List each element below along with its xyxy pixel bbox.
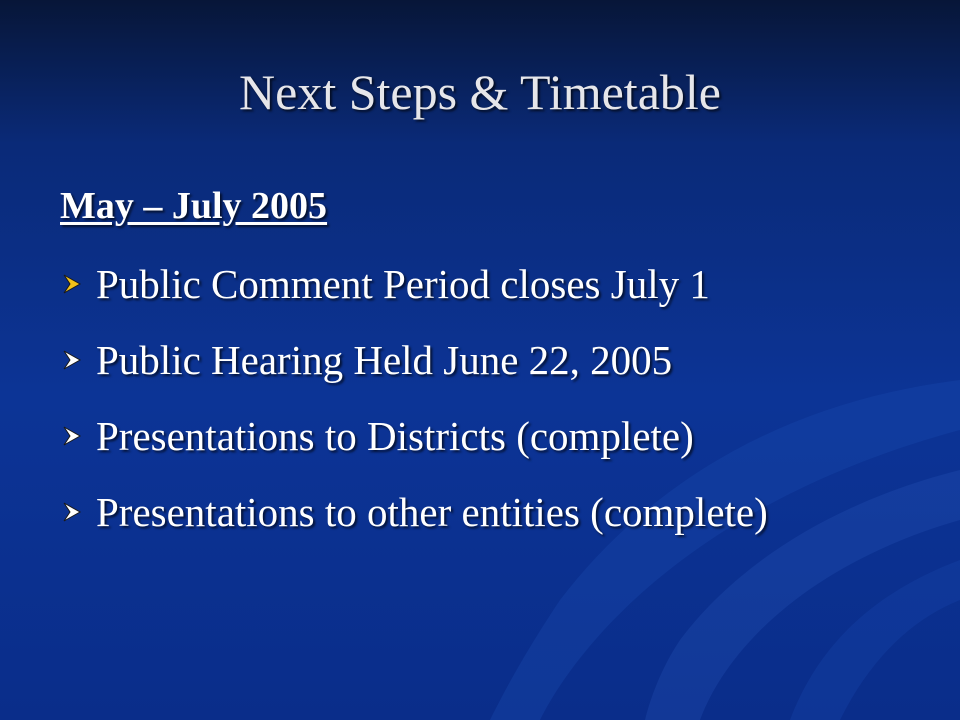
list-item [60,486,940,538]
bullet-text: Public Hearing Held June 22, 2005 [96,337,673,383]
bullet-list [60,258,940,562]
arrow-bullet-icon [62,426,82,446]
list-item [60,334,940,386]
section-heading: May – July 2005 [60,185,328,227]
slide-title: Next Steps & Timetable [239,64,721,120]
arrow-bullet-icon [62,350,82,370]
bullet-text: Public Comment Period closes July 1 [96,261,710,307]
list-item [60,258,940,310]
arrow-bullet-icon [62,274,82,294]
bullet-text: Presentations to other entities (complete) [96,489,768,535]
list-item [60,410,940,462]
arrow-bullet-icon [62,502,82,522]
bullet-text: Presentations to Districts (complete) [96,413,694,459]
